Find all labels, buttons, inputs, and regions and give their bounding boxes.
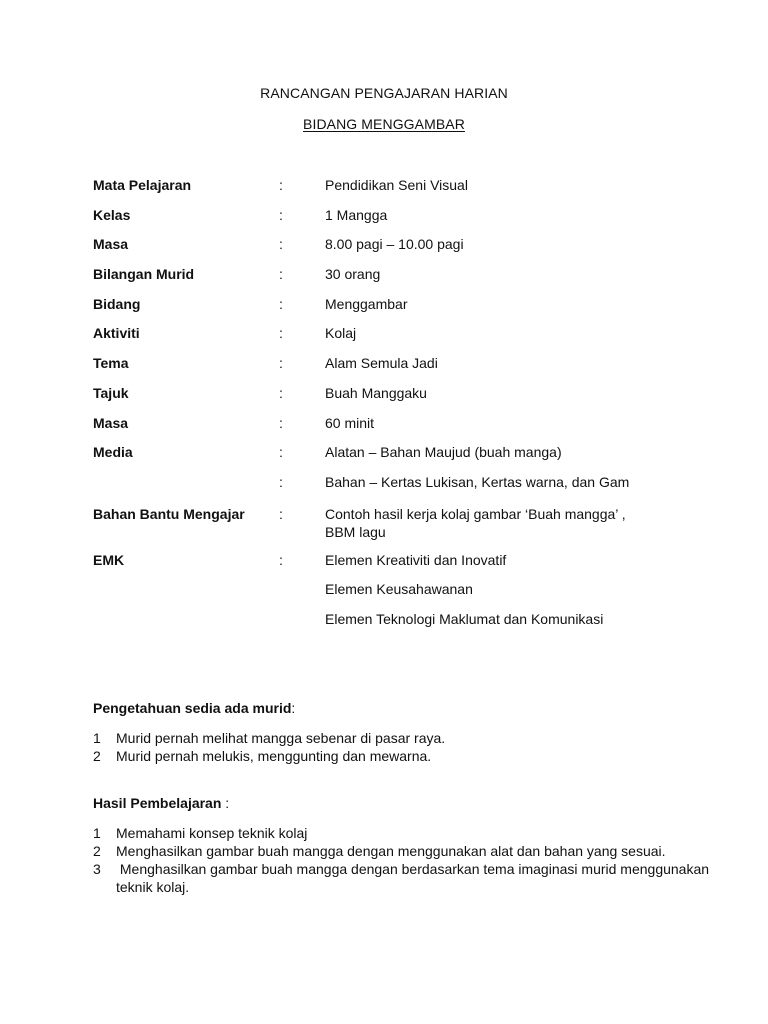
prior-knowledge-list bbox=[93, 729, 713, 765]
field-colon: : bbox=[279, 414, 283, 431]
field-colon: : bbox=[279, 355, 283, 372]
field-row-media bbox=[93, 443, 713, 473]
section-heading bbox=[93, 700, 713, 716]
field-colon: : bbox=[279, 505, 283, 522]
section-hasil-pembelajaran bbox=[93, 795, 713, 896]
field-value: Pendidikan Seni Visual bbox=[325, 177, 468, 193]
field-value: Kolaj bbox=[325, 325, 357, 342]
list-item bbox=[93, 729, 713, 747]
field-colon: : bbox=[279, 384, 283, 401]
field-label: Kelas bbox=[93, 206, 131, 223]
field-label: Bilangan Murid bbox=[93, 266, 195, 283]
field-row-bahan-bantu-mengajar bbox=[93, 505, 713, 551]
lesson-details bbox=[93, 176, 713, 641]
field-row-bidang bbox=[93, 295, 713, 325]
field-colon: : bbox=[279, 236, 283, 253]
field-value: Alam Semula Jadi bbox=[325, 355, 438, 372]
list-item-text: Memahami konsep teknik kolaj bbox=[116, 825, 308, 841]
list-item-text: Menghasilkan gambar buah mangga dengan berdasarkan tema imaginasi murid menggunakan teknik kolaj. bbox=[116, 861, 713, 895]
section-heading-suffix: : bbox=[291, 700, 296, 716]
list-item bbox=[93, 842, 713, 860]
field-colon: : bbox=[279, 473, 283, 490]
field-label: Tema bbox=[93, 355, 129, 372]
field-colon: : bbox=[279, 551, 283, 568]
field-value: 30 orang bbox=[325, 266, 381, 283]
field-value: 60 minit bbox=[325, 414, 375, 431]
field-value-line: Contoh hasil kerja kolaj gambar ‘Buah mangga’ , bbox=[325, 505, 626, 522]
list-item-text: Murid pernah melihat mangga sebenar di pasar raya. bbox=[116, 730, 446, 746]
field-row-kelas bbox=[93, 206, 713, 236]
field-label: Media bbox=[93, 444, 133, 461]
list-item-text: Menghasilkan gambar buah mangga dengan menggunakan alat dan bahan yang sesuai. bbox=[116, 843, 666, 859]
field-colon: : bbox=[279, 266, 283, 283]
field-value bbox=[325, 505, 715, 541]
section-pengetahuan bbox=[93, 700, 713, 765]
list-item-text: Murid pernah melukis, menggunting dan mewarna. bbox=[116, 748, 432, 764]
field-value: Bahan – Kertas Lukisan, Kertas warna, dan Gam bbox=[325, 473, 630, 490]
field-value bbox=[325, 551, 715, 640]
field-colon: : bbox=[279, 295, 283, 312]
field-label: Tajuk bbox=[93, 384, 129, 401]
field-label: Masa bbox=[93, 236, 129, 253]
document-subtitle: BIDANG MENGGAMBAR bbox=[303, 116, 465, 132]
section-heading-suffix: : bbox=[221, 795, 230, 811]
list-item-number: 1 bbox=[93, 730, 101, 746]
field-row-masa bbox=[93, 235, 713, 265]
field-label: Aktiviti bbox=[93, 325, 140, 342]
field-label: Masa bbox=[93, 414, 129, 431]
field-colon: : bbox=[279, 444, 283, 461]
field-colon: : bbox=[279, 177, 283, 193]
list-item-number: 2 bbox=[93, 748, 101, 764]
field-value-line: Elemen Teknologi Maklumat dan Komunikasi bbox=[325, 610, 604, 627]
field-row-tajuk bbox=[93, 384, 713, 414]
field-value: 8.00 pagi – 10.00 pagi bbox=[325, 236, 464, 253]
field-row-emk bbox=[93, 551, 713, 641]
field-value: Menggambar bbox=[325, 295, 408, 312]
list-item bbox=[93, 824, 713, 842]
field-row-masa-minit bbox=[93, 414, 713, 444]
field-label: Bidang bbox=[93, 295, 141, 312]
list-item-number: 2 bbox=[93, 843, 101, 859]
list-item bbox=[93, 860, 713, 896]
list-item-number: 3 bbox=[93, 861, 101, 877]
field-colon: : bbox=[279, 325, 283, 342]
field-row-bilangan-murid bbox=[93, 265, 713, 295]
field-row-tema bbox=[93, 354, 713, 384]
section-heading bbox=[93, 795, 713, 811]
section-heading-text: Hasil Pembelajaran bbox=[93, 795, 222, 811]
field-value: 1 Mangga bbox=[325, 206, 388, 223]
field-label: Bahan Bantu Mengajar bbox=[93, 505, 245, 522]
field-value-line: Elemen Keusahawanan bbox=[325, 581, 473, 598]
document-title: RANCANGAN PENGAJARAN HARIAN bbox=[260, 85, 508, 101]
field-colon: : bbox=[279, 206, 283, 223]
field-value-line: BBM lagu bbox=[325, 523, 386, 540]
field-value: Buah Manggaku bbox=[325, 384, 427, 401]
field-row-mata-pelajaran bbox=[93, 176, 713, 206]
list-item-number: 1 bbox=[93, 825, 101, 841]
field-row-media-bahan bbox=[93, 473, 713, 505]
field-label: EMK bbox=[93, 551, 125, 568]
field-row-aktiviti bbox=[93, 324, 713, 354]
section-heading-text: Pengetahuan sedia ada murid bbox=[93, 700, 292, 716]
field-value-line: Elemen Kreativiti dan Inovatif bbox=[325, 551, 507, 568]
list-item bbox=[93, 747, 713, 765]
learning-outcomes-list bbox=[93, 824, 713, 896]
field-label: Mata Pelajaran bbox=[93, 177, 192, 193]
field-value: Alatan – Bahan Maujud (buah manga) bbox=[325, 444, 562, 461]
